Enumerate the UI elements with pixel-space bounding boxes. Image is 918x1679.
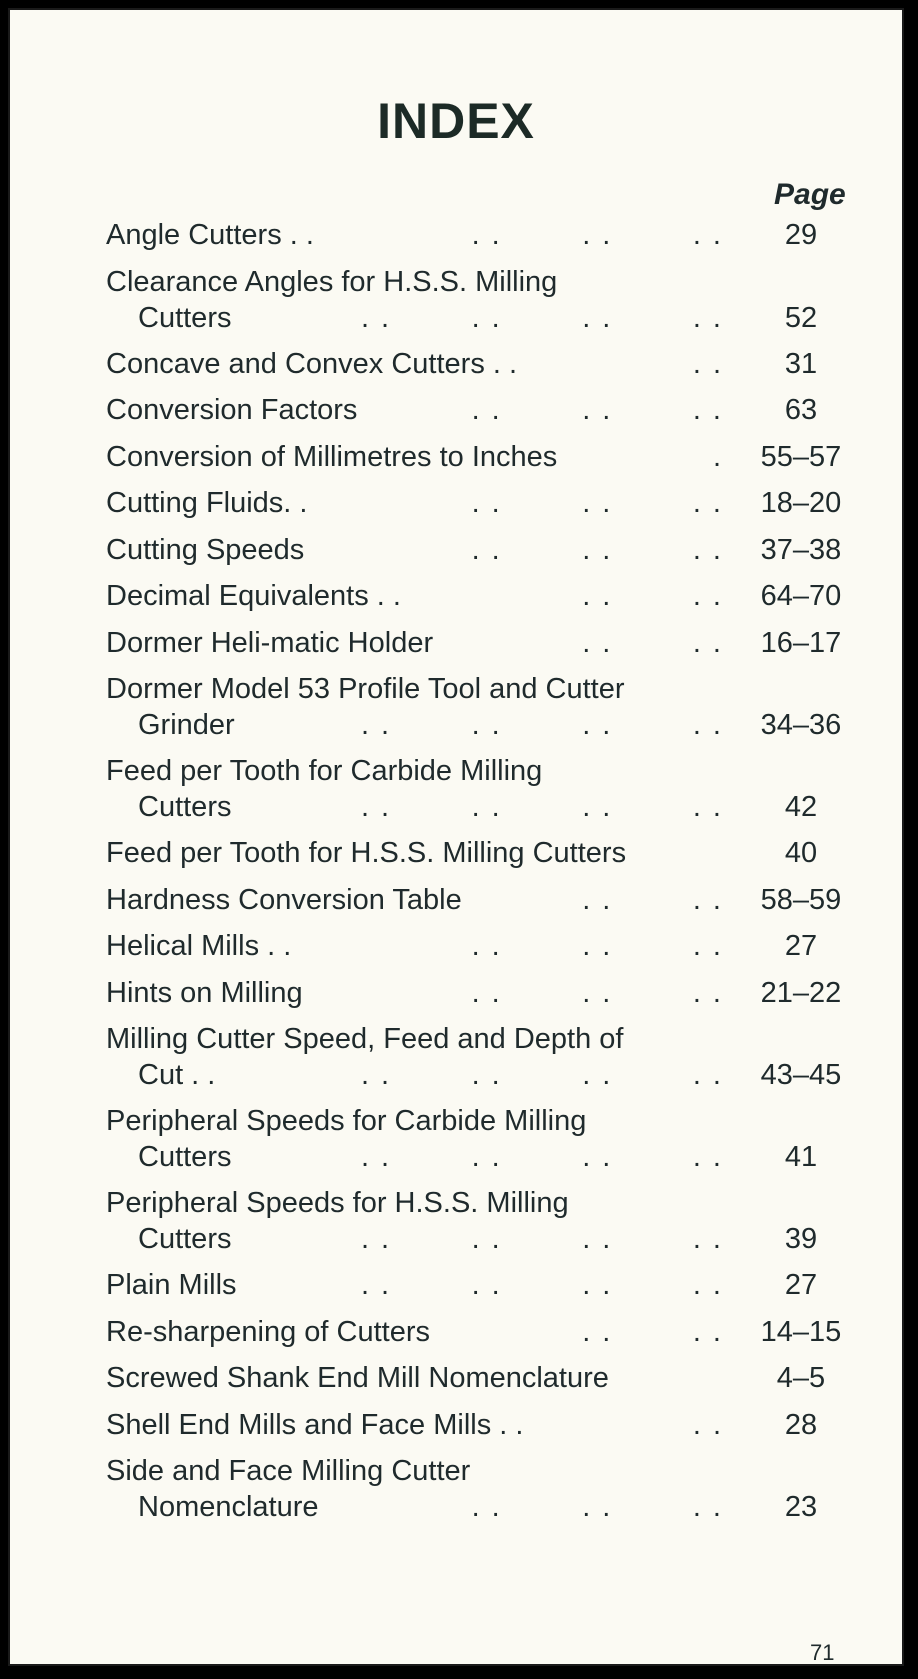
leader-dots: . . . . . . <box>471 487 723 519</box>
entry-title <box>106 578 856 614</box>
entry-text: Conversion of Millimetres to Inches <box>106 440 558 473</box>
leader-dots: . <box>712 440 723 473</box>
entry-page-number: 29 <box>784 219 818 251</box>
page-title: INDEX <box>377 93 535 149</box>
leader-dots: . . . . . . <box>471 1491 723 1523</box>
leader-dots: . . . . . . . . <box>360 1059 723 1091</box>
entry-title-continued <box>106 707 856 743</box>
entry-title-continued <box>106 1139 856 1175</box>
entry-text: Cutters <box>138 301 232 334</box>
page-column-header: Page <box>774 178 846 211</box>
index-entry <box>106 625 856 661</box>
entry-title <box>106 346 856 382</box>
entry-page-number: 23 <box>784 1491 818 1523</box>
leader-dots: . . . . . . . . <box>360 1141 723 1173</box>
entry-title <box>106 1021 856 1057</box>
entry-text: Dormer Heli-matic Holder <box>106 626 434 659</box>
entry-title <box>106 928 856 964</box>
entry-page-number: 34–36 <box>760 709 842 741</box>
entry-text: Feed per Tooth for Carbide Milling <box>106 755 543 787</box>
entry-title <box>106 439 856 475</box>
entry-title <box>106 1185 856 1221</box>
index-entry <box>106 1360 856 1396</box>
entry-page-number: 42 <box>784 791 818 823</box>
entry-text: Cutters <box>138 1223 232 1255</box>
index-entry <box>106 975 856 1011</box>
leader-dots: . . . . . . <box>471 219 723 251</box>
index-entry <box>106 264 856 336</box>
entry-page-number: 21–22 <box>760 976 842 1009</box>
entry-text: Concave and Convex Cutters . . <box>106 347 518 380</box>
entry-text: Decimal Equivalents . . <box>106 580 401 612</box>
leader-dots: . . . . . . . . <box>360 301 723 334</box>
entry-text: Re-sharpening of Cutters <box>106 1315 430 1348</box>
entry-page-number: 14–15 <box>760 1315 842 1348</box>
leader-dots: . . . . . . . . <box>360 1269 723 1301</box>
entry-title-continued <box>106 1057 856 1093</box>
entry-text: Dormer Model 53 Profile Tool and Cutter <box>106 673 625 705</box>
index-entry <box>106 1453 856 1525</box>
index-entry <box>106 835 856 871</box>
entry-text: Screwed Shank End Mill Nomenclature <box>106 1362 609 1394</box>
index-entry <box>106 1021 856 1093</box>
entry-page-number: 28 <box>784 1408 818 1441</box>
entry-text: Cutters <box>138 791 232 823</box>
entry-title <box>106 975 856 1011</box>
entry-title <box>106 1103 856 1139</box>
leader-dots: . . <box>692 347 723 380</box>
index-entry <box>106 392 856 428</box>
entry-text: Plain Mills <box>106 1269 237 1301</box>
entry-page-number: 41 <box>784 1141 818 1173</box>
leader-dots: . . . . <box>582 626 723 659</box>
leader-dots: . . <box>692 1408 723 1441</box>
entry-text: Cutters <box>138 1141 232 1173</box>
entry-title-continued <box>106 1489 856 1525</box>
page-number: 71 <box>810 1640 835 1665</box>
index-entry <box>106 532 856 568</box>
index-entry <box>106 578 856 614</box>
leader-dots: . . . . . . . . <box>360 791 723 823</box>
index-entry <box>106 346 856 382</box>
entry-title-continued <box>106 300 856 336</box>
entry-page-number: 63 <box>784 394 818 426</box>
entry-title <box>106 1407 856 1443</box>
entry-title <box>106 392 856 428</box>
entry-text: Angle Cutters . . <box>106 219 314 251</box>
entry-page-number: 37–38 <box>760 533 842 566</box>
entry-title <box>106 1453 856 1489</box>
entry-page-number: 43–45 <box>760 1059 842 1091</box>
index-entry <box>106 439 856 475</box>
entry-text: Feed per Tooth for H.S.S. Milling Cutters <box>106 837 627 869</box>
leader-dots: . . . . . . <box>471 533 723 566</box>
entry-text: Shell End Mills and Face Mills . . <box>106 1408 524 1441</box>
entry-text: Grinder <box>138 709 235 741</box>
leader-dots: . . . . . . <box>471 394 723 426</box>
entry-text: Side and Face Milling Cutter <box>106 1455 471 1487</box>
entry-title <box>106 671 856 707</box>
index-entry <box>106 928 856 964</box>
entry-text: Nomenclature <box>138 1491 319 1523</box>
entry-title <box>106 264 856 300</box>
entry-text: Milling Cutter Speed, Feed and Depth of <box>106 1023 624 1055</box>
leader-dots: . . . . . . . . <box>360 709 723 741</box>
entry-page-number: 64–70 <box>760 580 842 612</box>
entry-title <box>106 625 856 661</box>
entry-title <box>106 835 856 871</box>
entry-title <box>106 882 856 918</box>
index-entry <box>106 1407 856 1443</box>
entry-page-number: 27 <box>784 1269 818 1301</box>
entry-title <box>106 485 856 521</box>
index-entry <box>106 1103 856 1175</box>
leader-dots: . . . . . . . . <box>360 1223 723 1255</box>
entry-page-number: 39 <box>784 1223 818 1255</box>
entry-page-number: 4–5 <box>776 1362 826 1394</box>
index-entry <box>106 217 856 253</box>
leader-dots: . . . . . . <box>471 976 723 1009</box>
entry-title-continued <box>106 789 856 825</box>
index-entry <box>106 882 856 918</box>
index-entry <box>106 753 856 825</box>
entry-text: Peripheral Speeds for Carbide Milling <box>106 1105 587 1137</box>
entry-page-number: 58–59 <box>760 883 842 916</box>
entry-text: Hints on Milling <box>106 976 303 1009</box>
leader-dots: . . . . <box>582 883 723 916</box>
leader-dots: . . . . <box>582 580 723 612</box>
leader-dots: . . . . . . <box>471 930 723 962</box>
entry-text: Hardness Conversion Table <box>106 883 462 916</box>
entry-text: Peripheral Speeds for H.S.S. Milling <box>106 1187 569 1219</box>
index-entry <box>106 485 856 521</box>
entry-title <box>106 532 856 568</box>
entry-page-number: 52 <box>784 301 818 334</box>
entry-title <box>106 1360 856 1396</box>
entry-page-number: 16–17 <box>760 626 842 659</box>
entry-page-number: 31 <box>784 347 818 380</box>
index-entry <box>106 1185 856 1257</box>
entry-page-number: 27 <box>784 930 818 962</box>
entry-text: Conversion Factors <box>106 394 358 426</box>
entry-title <box>106 753 856 789</box>
index-entry <box>106 1267 856 1303</box>
entry-title <box>106 217 856 253</box>
entry-text: Cutting Speeds <box>106 533 305 566</box>
leader-dots: . . . . <box>582 1315 723 1348</box>
entry-page-number: 18–20 <box>760 487 842 519</box>
entry-title <box>106 1314 856 1350</box>
entry-text: Clearance Angles for H.S.S. Milling <box>106 265 558 298</box>
entry-title-continued <box>106 1221 856 1257</box>
index-entry <box>106 1314 856 1350</box>
entry-page-number: 40 <box>784 837 818 869</box>
index-page <box>8 8 904 1666</box>
entry-text: Cut . . <box>138 1059 216 1091</box>
entry-title <box>106 1267 856 1303</box>
entry-text: Cutting Fluids. . <box>106 487 308 519</box>
index-entry <box>106 671 856 743</box>
entry-page-number: 55–57 <box>760 440 842 473</box>
entry-text: Helical Mills . . <box>106 930 292 962</box>
